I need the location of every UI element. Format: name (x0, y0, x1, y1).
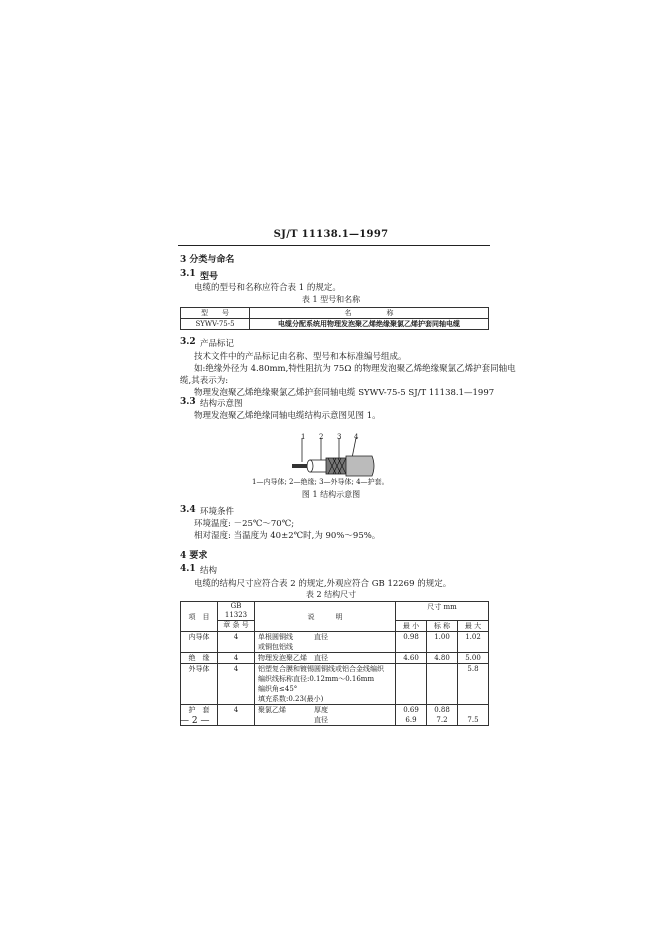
section-4-1-num: 4.1 (180, 564, 196, 574)
table-2-cell (396, 664, 427, 705)
figure-label: 2 (319, 433, 324, 441)
table-2-cell (255, 653, 396, 664)
section-3-4-line: 相对湿度: 当温度为 40±2℃时,为 90%～95%。 (194, 531, 381, 541)
table-2-cell: 4.80 (427, 653, 458, 664)
table-2-cell: 0.88 7.2 (427, 705, 458, 726)
table-2-cell: 4.60 (396, 653, 427, 664)
table-2-cell (255, 664, 396, 705)
section-3-2-line: 技术文件中的产品标记由名称、型号和本标准编号组成。 (194, 352, 407, 362)
table-2-desc-line: 编织角≤45° (258, 685, 298, 693)
section-3-2-line: 物理发泡聚乙烯绝缘聚氯乙烯护套同轴电缆 SYWV-75-5 SJ/T 11138.1—1997 (194, 388, 495, 398)
page-number: — 2 — (180, 716, 210, 726)
table-row (181, 705, 489, 726)
table-2-header-cell: 项 目 (181, 602, 218, 632)
section-4-1-title: 结构 (200, 566, 218, 576)
table-2-cell: 5.00 (458, 653, 489, 664)
table-2-cell: 绝 缘 (181, 653, 218, 664)
table-2 (180, 601, 489, 726)
table-1-caption: 表 1 型号和名称 (301, 295, 361, 304)
table-2-cell: 4 (218, 632, 255, 653)
figure-label: 3 (337, 433, 342, 441)
table-2-desc-line: 单根圆铜线 直径 (258, 633, 328, 641)
table-1-header-cell: 名 称 (250, 308, 489, 319)
table-row (181, 664, 489, 705)
table-2-cell: 内导体 (181, 632, 218, 653)
header-rule (178, 245, 490, 246)
table-1-header-cell: 型 号 (181, 308, 250, 319)
table-2-cell: 1.02 (458, 632, 489, 653)
section-3-3-text: 物理发泡聚乙烯绝缘同轴电缆结构示意图见图 1。 (194, 411, 381, 421)
section-3-2-num: 3.2 (180, 337, 196, 347)
section-3-4-line: 环境温度: －25℃～70℃; (194, 519, 295, 529)
figure-1-legend: 1—内导体; 2—绝缘; 3—外导体; 4—护套。 (252, 478, 389, 486)
figure-1-caption: 图 1 结构示意图 (301, 490, 361, 499)
section-3-2-line: 如:绝缘外径为 4.80mm,特性阻抗为 75Ω 的物理发泡聚乙烯绝缘聚氯乙烯护套同轴电 (194, 364, 516, 374)
section-3-4-num: 3.4 (180, 505, 196, 515)
table-2-cell (255, 705, 396, 726)
table-2-desc-line: 编织线标称直径:0.12mm～0.16mm (258, 675, 375, 683)
table-1-header-row (181, 308, 489, 319)
section-3-4-title: 环境条件 (200, 507, 235, 517)
standard-header: SJ/T 11138.1—1997 (273, 229, 389, 240)
table-2-cell (255, 632, 396, 653)
table-2-cell: 护 套 (181, 705, 218, 726)
section-3-2-line: 缆,其表示为: (180, 376, 229, 386)
table-2-cell (427, 664, 458, 705)
table-2-header-cell: 最 大 (458, 621, 489, 632)
table-2-cell: 7.5 (458, 705, 489, 726)
table-2-desc-line: 物理发泡聚乙烯 直径 (258, 654, 328, 662)
table-2-cell: 4 (218, 653, 255, 664)
insulation-end (307, 460, 313, 472)
table-1-cell: 电缆分配系统用物理发泡聚乙烯绝缘聚氯乙烯护套同轴电缆 (250, 319, 489, 330)
table-2-desc-line: 铝塑复合膜和镀锡圆铜线或铝合金线编织 (258, 665, 384, 673)
figure-label: 1 (301, 433, 306, 441)
table-2-desc-line: 直径 (258, 716, 328, 724)
table-1-cell: SYWV-75-5 (181, 319, 250, 330)
table-2-cell: 外导体 (181, 664, 218, 705)
section-3-1-title: 型号 (200, 272, 219, 282)
table-2-header-row (181, 602, 489, 621)
jacket-shape (346, 456, 374, 476)
section-4-title: 4 要求 (180, 551, 208, 561)
table-row (181, 319, 489, 330)
table-row (181, 632, 489, 653)
table-2-header-cell: 最 小 (396, 621, 427, 632)
section-3-1-text: 电缆的型号和名称应符合表 1 的规定。 (194, 283, 341, 293)
table-1 (180, 307, 489, 330)
table-2-caption: 表 2 结构尺寸 (305, 590, 357, 599)
table-row (181, 653, 489, 664)
figure-label: 4 (354, 433, 359, 441)
table-2-desc-line: 聚氯乙烯 厚度 (258, 706, 328, 714)
section-3-1-num: 3.1 (180, 269, 196, 279)
table-2-header-cell: 章 条 号 (218, 621, 255, 632)
table-2-cell: 5.8 (458, 664, 489, 705)
table-2-desc-line: 或铜包铝线 (258, 643, 293, 651)
table-2-cell: 0.98 (396, 632, 427, 653)
table-2-header-cell: 说 明 (255, 602, 396, 632)
section-3-3-num: 3.3 (180, 397, 196, 407)
table-2-header-cell: 尺寸 mm (396, 602, 489, 621)
table-2-header-cell: GB 11323 (218, 602, 255, 621)
section-4-1-text: 电缆的结构尺寸应符合表 2 的规定,外观应符合 GB 12269 的规定。 (194, 579, 452, 589)
table-2-cell: 0.69 6.9 (396, 705, 427, 726)
table-2-cell: 4 (218, 664, 255, 705)
table-2-cell: 4 (218, 705, 255, 726)
section-3-title: 3 分类与命名 (180, 255, 235, 265)
table-2-header-cell: 标 称 (427, 621, 458, 632)
table-2-desc-line: 填充系数:0.23(最小) (258, 695, 324, 703)
section-3-2-title: 产品标记 (200, 339, 235, 349)
table-2-cell: 1.00 (427, 632, 458, 653)
section-3-3-title: 结构示意图 (200, 399, 243, 409)
